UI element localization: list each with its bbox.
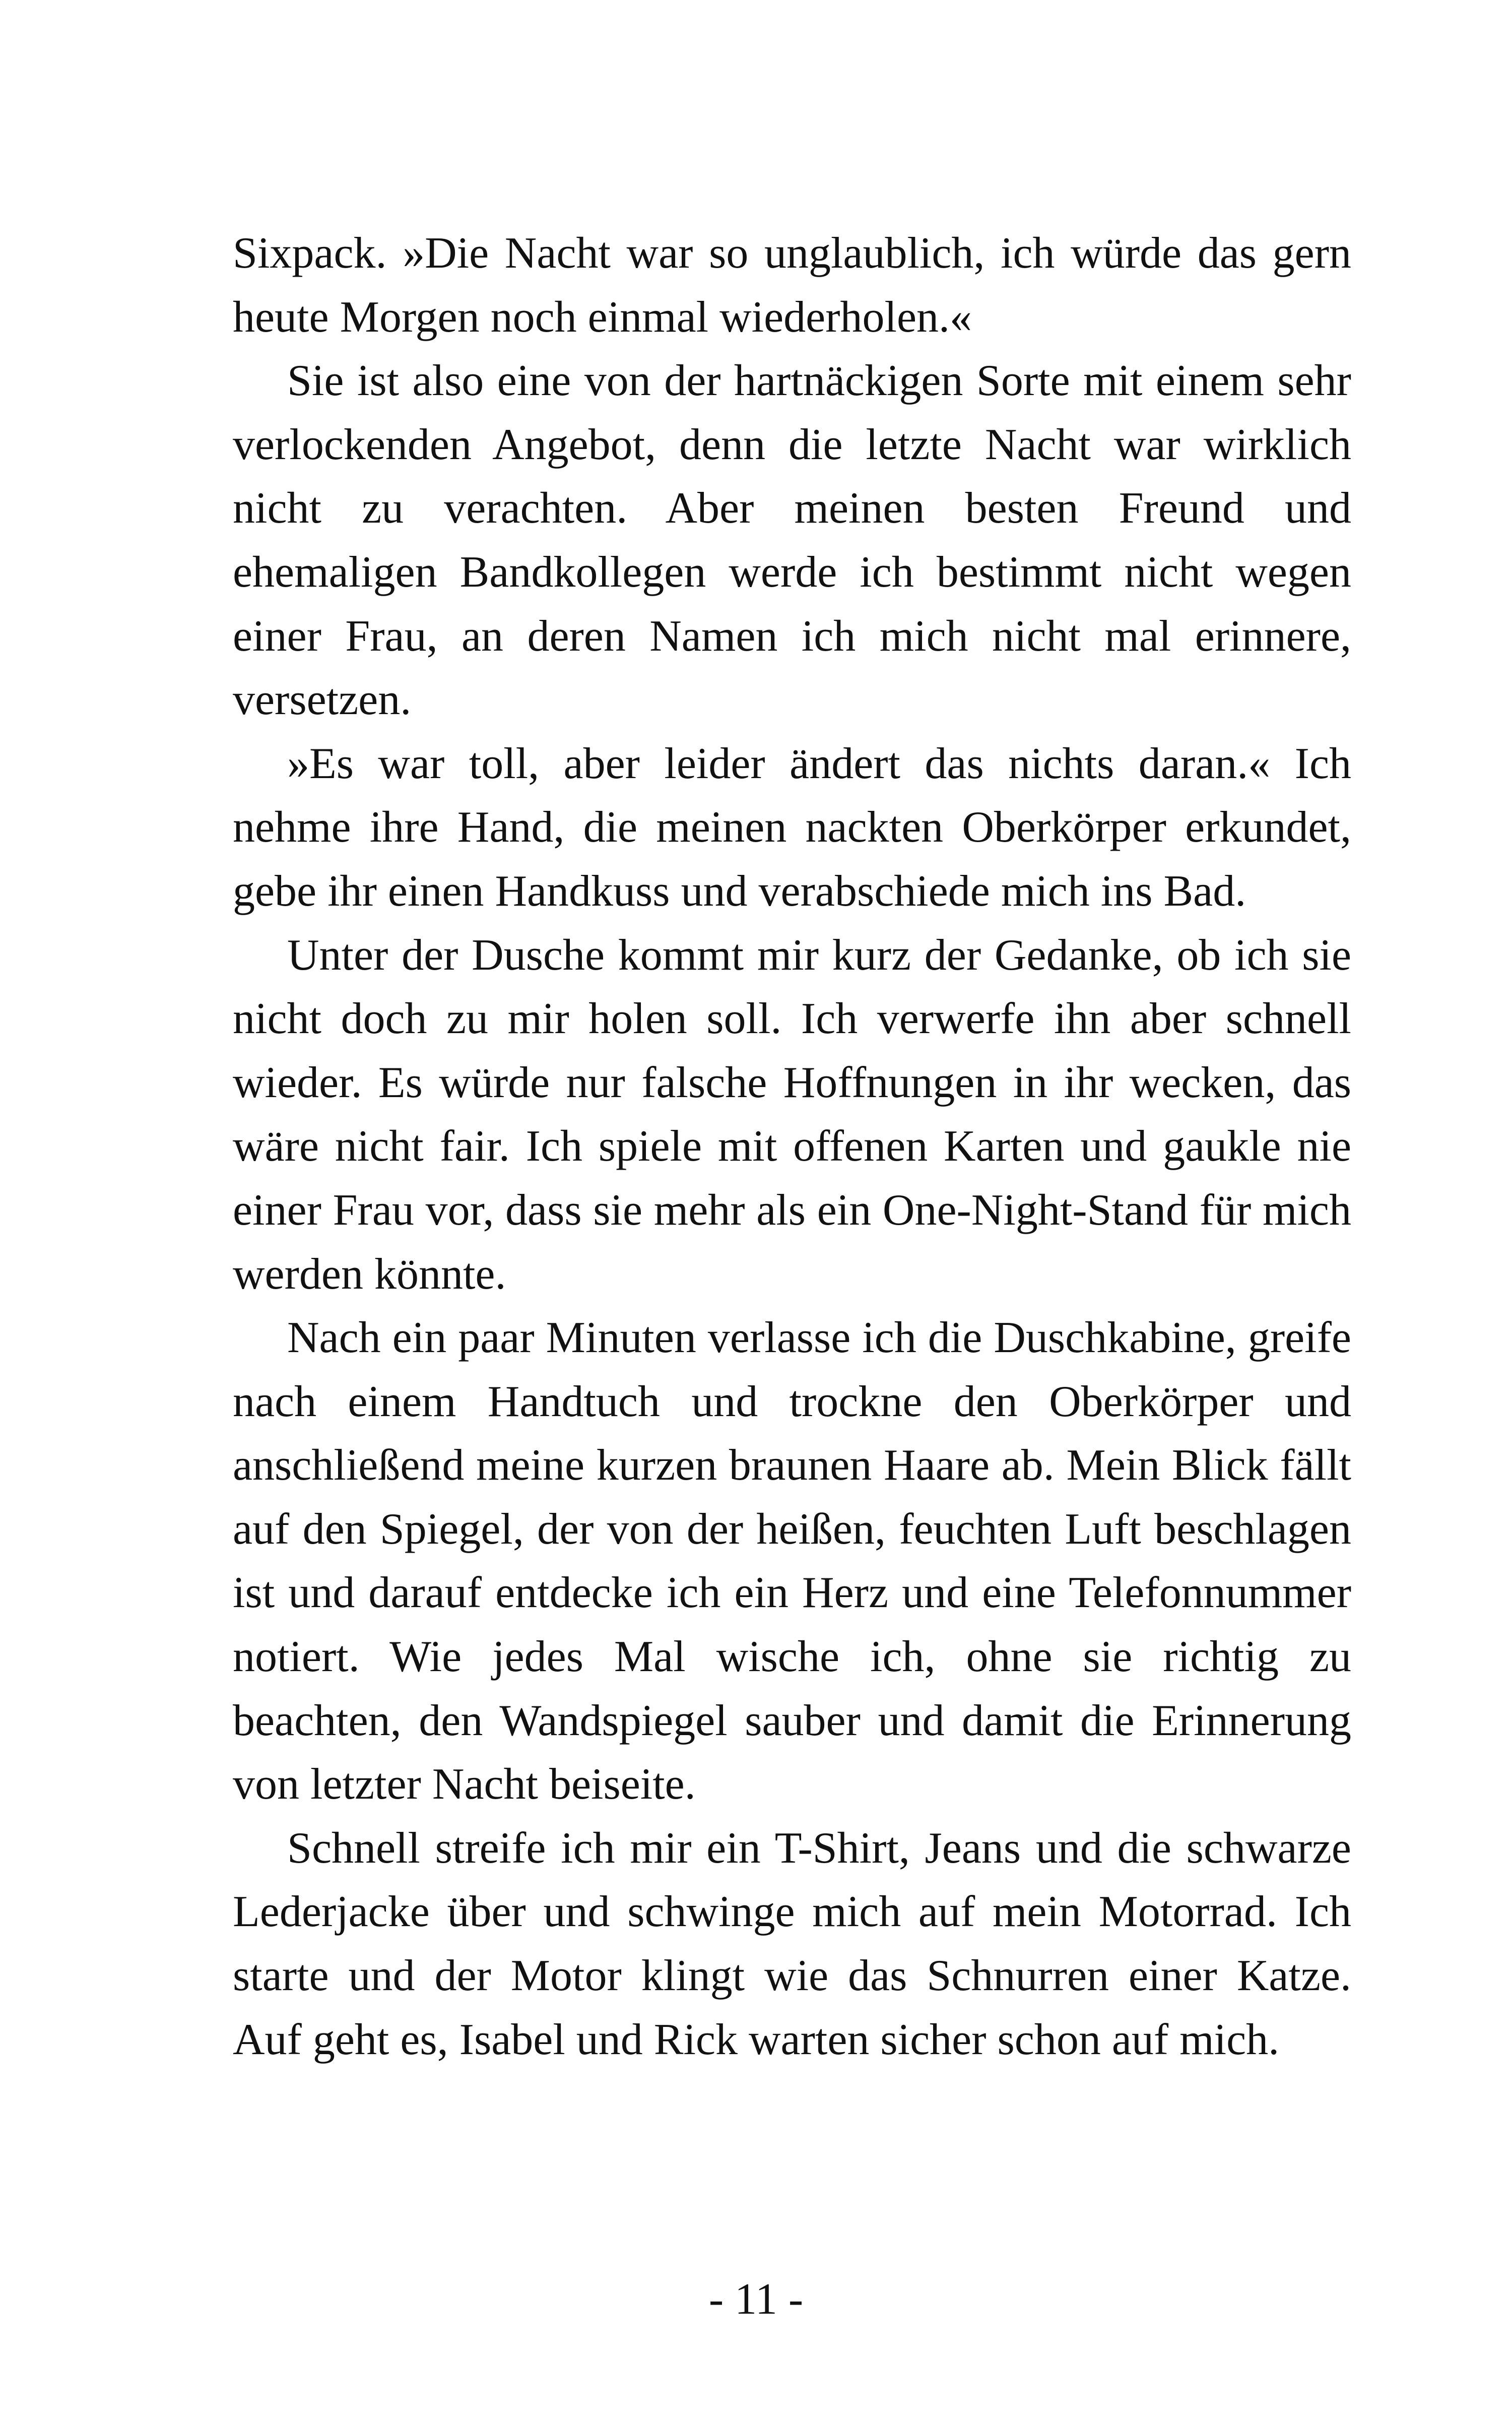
paragraph-3: »Es war toll, aber leider ändert das nichts daran.« Ich nehme ihre Hand, die meinen nackten Oberkörper erkundet, gebe ihr einen Handkuss und verabschiede mich ins Bad.	[233, 739, 1351, 916]
paragraph-6: Schnell streife ich mir ein T-Shirt, Jeans und die schwarze Lederjacke über und schwinge mich auf mein Motorrad. Ich starte und der Motor klingt wie das Schnurren einer Katze. Auf geht es, Isabel und Rick warten sicher schon auf mich.	[233, 1823, 1351, 2064]
paragraph-1: Sixpack. »Die Nacht war so unglaublich, ich würde das gern heute Morgen noch einmal wiederholen.«	[233, 229, 1351, 342]
paragraph-5: Nach ein paar Minuten verlasse ich die Duschkabine, greife nach einem Handtuch und trockne den Oberkörper und anschließend meine kurzen braunen Haare ab. Mein Blick fällt auf den Spiegel, der von der heißen, feuchten Luft beschlagen ist und darauf entdecke ich ein Herz und eine Telefonnummer notiert. Wie jedes Mal wische ich, ohne sie richtig zu beachten, den Wandspiegel sauber und damit die Erinnerung von letzter Nacht beiseite.	[233, 1313, 1351, 1809]
body-text	[233, 222, 1351, 2072]
paragraph-2: Sie ist also eine von der hartnäckigen Sorte mit einem sehr verlockenden Angebot, denn die letzte Nacht war wirklich nicht zu verachten. Aber meinen besten Freund und ehemaligen Bandkollegen werde ich bestimmt nicht wegen einer Frau, an deren Namen ich mich nicht mal erinnere, versetzen.	[233, 356, 1351, 725]
paragraph-4: Unter der Dusche kommt mir kurz der Gedanke, ob ich sie nicht doch zu mir holen soll. Ich verwerfe ihn aber schnell wieder. Es würde nur falsche Hoffnungen in ihr wecken, das wäre nicht fair. Ich spiele mit offenen Karten und gaukle nie einer Frau vor, dass sie mehr als ein One-Night-Stand für mich werden könnte.	[233, 930, 1351, 1299]
page-number: - 11 -	[708, 2275, 804, 2324]
